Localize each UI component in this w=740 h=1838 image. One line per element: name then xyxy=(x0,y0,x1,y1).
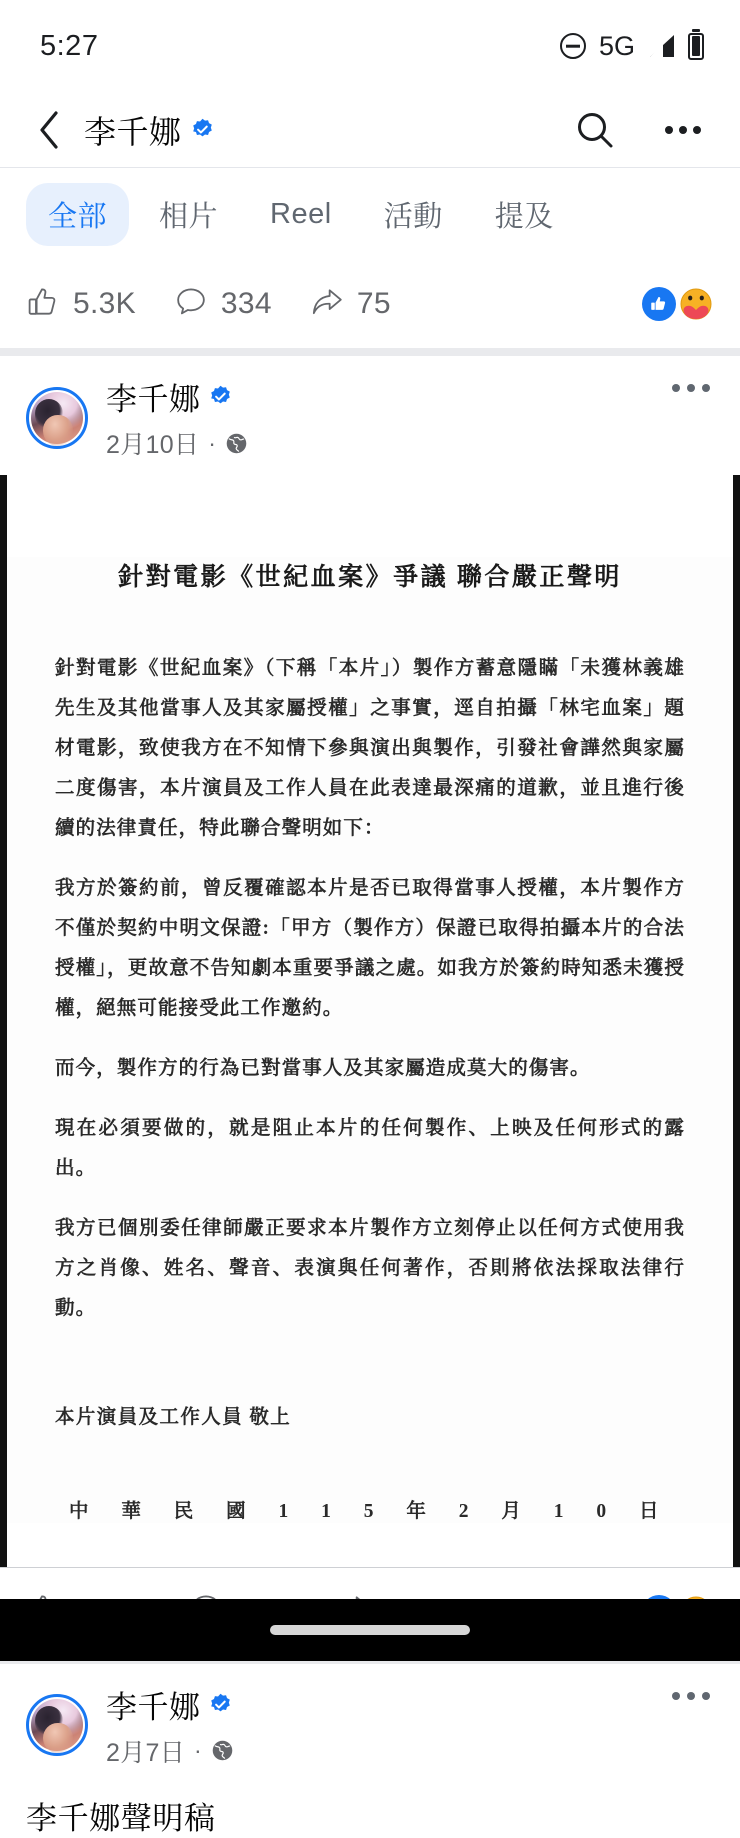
post-card-1 xyxy=(0,356,740,1656)
engagement-bar-top xyxy=(0,260,740,348)
app-header xyxy=(0,92,740,168)
post-author-row[interactable] xyxy=(106,1682,672,1727)
signal-bars-icon xyxy=(648,34,675,58)
meta-separator: · xyxy=(208,429,216,456)
profile-avatar-image xyxy=(31,392,83,444)
profile-name-title: 李千娜 xyxy=(84,113,182,150)
document-page xyxy=(7,557,733,1523)
meta-separator: · xyxy=(194,1737,202,1764)
post-identity xyxy=(106,1682,672,1769)
do-not-disturb-icon xyxy=(560,33,586,59)
verified-badge-icon xyxy=(209,1693,232,1716)
network-type-label: 5G xyxy=(598,30,635,61)
battery-icon xyxy=(688,33,704,60)
verified-badge-icon xyxy=(209,385,232,408)
document-paragraph: 針對電影《世紀血案》（下稱「本片」）製作方蓄意隱瞞「未獲林義雄先生及其他當事人及其家屬授權」之事實，逕自拍攝「林宅血案」題材電影，致使我方在不知情下參與演出與製作，引發社會譁然與家屬二度傷害，本片演員及工作人員在此表達最深痛的道歉，並且進行後續的法律責任，特此聯合聲明如下： xyxy=(55,658,685,839)
document-paragraph: 而今，製作方的行為已對當事人及其家屬造成莫大的傷害。 xyxy=(55,1057,591,1079)
post-meta xyxy=(106,1733,672,1769)
comment-bubble-icon xyxy=(174,285,208,324)
post-meta xyxy=(106,425,672,461)
verified-badge-icon xyxy=(191,118,214,141)
post-author-name: 李千娜 xyxy=(106,382,201,417)
status-time: 5:27 xyxy=(40,29,99,62)
home-indicator-bar xyxy=(0,1599,740,1661)
avatar[interactable] xyxy=(26,1694,88,1756)
post-author-row[interactable] xyxy=(106,374,672,419)
section-divider xyxy=(0,348,740,356)
reaction-badges-top[interactable] xyxy=(642,286,714,322)
post-identity xyxy=(106,374,672,461)
post-attachment-document-image[interactable] xyxy=(0,475,740,1567)
post-author-name: 李千娜 xyxy=(106,1689,201,1725)
app-header-actions xyxy=(572,107,706,153)
post-card-2 xyxy=(0,1664,740,1838)
post-date: 2月10日 xyxy=(106,431,200,459)
tab-events[interactable]: 活動 xyxy=(383,200,443,233)
share-arrow-icon xyxy=(310,285,344,324)
engagement-counts xyxy=(26,285,391,324)
profile-avatar-image xyxy=(31,1699,83,1751)
post-header xyxy=(0,356,740,475)
document-paragraph: 現在必須要做的，就是阻止本片的任何製作、上映及任何形式的露出。 xyxy=(55,1117,685,1179)
page-title xyxy=(84,107,572,153)
post-date: 2月7日 xyxy=(106,1738,186,1767)
post-menu-icon[interactable] xyxy=(672,1692,710,1700)
document-paragraph: 我方於簽約前，曾反覆確認本片是否已取得當事人授權，本片製作方不僅於契約中明文保證:「甲方（製作方）保證已取得拍攝本片的合法授權」，更故意不告知劇本重要爭議之處。如我方於簽約時知悉未獲授權，絕無可能接受此工作邀約。 xyxy=(55,877,685,1019)
tab-mentions[interactable]: 提及 xyxy=(494,200,554,233)
more-options-icon[interactable] xyxy=(660,107,706,153)
post-body-text: 李千娜聲明稿 xyxy=(26,1800,216,1836)
like-count: 5.3K xyxy=(73,287,136,320)
back-button[interactable] xyxy=(26,107,72,153)
document-date-line: 中 華 民 國 1 1 5 年 2 月 1 0 日 xyxy=(69,1500,673,1522)
tab-photos[interactable]: 相片 xyxy=(159,200,219,233)
document-paragraph: 我方已個別委任律師嚴正要求本片製作方立刻停止以任何方式使用我方之肖像、姓名、聲音、表演與任何著作，否則將依法採取法律行動。 xyxy=(55,1217,685,1319)
avatar[interactable] xyxy=(26,387,88,449)
globe-public-icon xyxy=(225,432,248,455)
document-title: 針對電影《世紀血案》爭議 聯合嚴正聲明 xyxy=(118,564,622,591)
status-bar xyxy=(0,0,740,92)
globe-public-icon xyxy=(211,1739,234,1762)
profile-tabs xyxy=(0,168,740,260)
thumbs-up-icon xyxy=(26,285,60,324)
like-button[interactable] xyxy=(26,285,136,324)
status-indicators xyxy=(560,31,704,62)
comment-button[interactable] xyxy=(174,285,272,324)
tab-reels[interactable]: Reel xyxy=(270,197,332,230)
search-icon[interactable] xyxy=(572,107,618,153)
share-count: 75 xyxy=(356,287,391,320)
tab-all[interactable]: 全部 xyxy=(26,183,129,246)
comment-count: 334 xyxy=(220,287,272,320)
document-signature: 本片演員及工作人員 敬上 xyxy=(55,1406,292,1428)
post-header xyxy=(0,1664,740,1783)
share-button[interactable] xyxy=(310,285,391,324)
home-indicator-pill[interactable] xyxy=(270,1625,470,1635)
reaction-care-icon xyxy=(678,286,714,322)
reaction-like-icon xyxy=(642,287,676,321)
post-menu-icon[interactable] xyxy=(672,384,710,392)
